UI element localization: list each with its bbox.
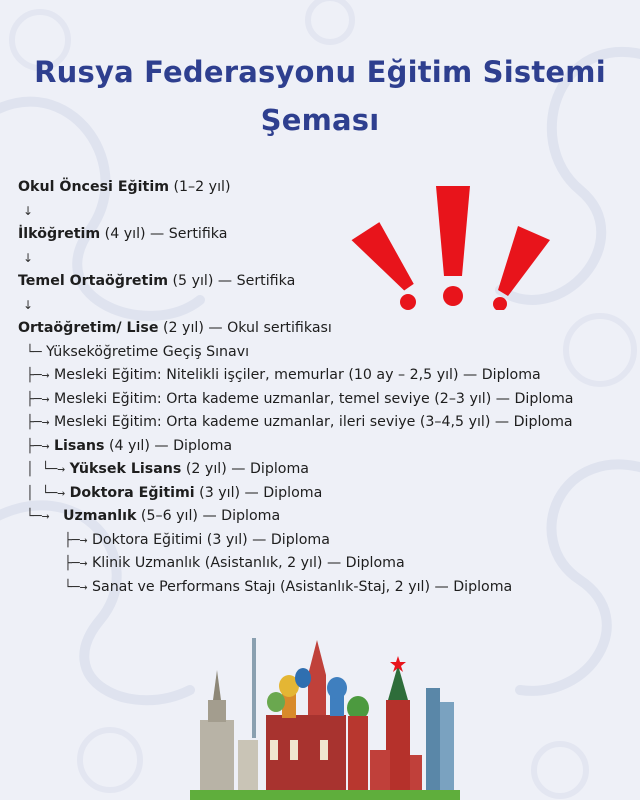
tree-connector: ├─→ (64, 556, 88, 571)
branch-vocational-1 (18, 364, 638, 388)
arrow-down-icon: ↓ (23, 297, 34, 312)
tree-connector: ├─→ (26, 368, 50, 383)
level-detail: (4 yıl) — Diploma (104, 437, 233, 454)
page-title (0, 48, 640, 144)
tree-connector: │ └─→ (26, 462, 66, 477)
level-detail: (4 yıl) — Sertifika (100, 226, 228, 242)
level-name: İlköğretim (18, 226, 101, 242)
branch-label: Sanat ve Performans Stajı (Asistanlık-Staj, 2 yıl) — Diploma (87, 578, 513, 595)
level-name: Yüksek Lisans (69, 461, 182, 477)
down-arrow (18, 200, 638, 224)
moscow-skyline-illustration (190, 630, 460, 800)
branch-doctorate (18, 482, 638, 506)
branch-label: Klinik Uzmanlık (Asistanlık, 2 yıl) — Diploma (87, 555, 405, 571)
branch-vocational-3 (18, 411, 638, 435)
tree-connector: └─ (26, 344, 42, 360)
specialty-clinical (18, 552, 638, 576)
exam-label: Yükseköğretime Geçiş Sınavı (41, 343, 250, 360)
level-preschool (18, 176, 638, 200)
education-tree (18, 176, 638, 599)
level-high-school (18, 317, 638, 341)
level-detail: (3 yıl) — Diploma (194, 484, 323, 501)
level-name: Okul Öncesi Eğitim (18, 179, 169, 195)
branch-label: Mesleki Eğitim: Orta kademe uzmanlar, temel seviye (2–3 yıl) — Diploma (49, 390, 574, 407)
title-line-1: Rusya Federasyonu Eğitim Sistemi (34, 55, 606, 89)
tree-connector: ├─→ (26, 438, 50, 454)
tree-connector: ├─→ (64, 532, 88, 548)
down-arrow (18, 247, 638, 271)
branch-master (18, 458, 638, 482)
level-name: Ortaöğretim/ Lise (18, 320, 159, 336)
arrow-down-icon: ↓ (23, 250, 34, 265)
title-line-2: Şeması (260, 103, 380, 137)
level-detail: (2 yıl) — Okul sertifikası (158, 320, 332, 336)
level-detail: (2 yıl) — Diploma (181, 461, 309, 477)
branch-label: Mesleki Eğitim: Orta kademe uzmanlar, ileri seviye (3–4,5 yıl) — Diploma (49, 414, 573, 430)
level-detail: (5 yıl) — Sertifika (168, 273, 296, 289)
tree-connector: ├─→ (26, 415, 50, 430)
specialty-doctorate (18, 529, 638, 553)
tree-connector: └─→ (26, 509, 50, 524)
branch-bachelor (18, 435, 638, 459)
level-name: Lisans (54, 437, 105, 454)
entrance-exam (18, 341, 638, 365)
level-primary (18, 223, 638, 247)
tree-connector: │ └─→ (26, 485, 66, 501)
specialty-arts (18, 576, 638, 600)
down-arrow (18, 294, 638, 318)
level-name: Doktora Eğitimi (69, 484, 195, 501)
branch-vocational-2 (18, 388, 638, 412)
level-name: Uzmanlık (63, 508, 137, 524)
branch-label: Doktora Eğitimi (3 yıl) — Diploma (87, 531, 330, 548)
level-basic-secondary (18, 270, 638, 294)
level-detail: (5–6 yıl) — Diploma (136, 508, 281, 524)
branch-label: Mesleki Eğitim: Nitelikli işçiler, memurlar (10 ay – 2,5 yıl) — Diploma (49, 367, 541, 383)
tree-connector: ├─→ (26, 391, 50, 407)
arrow-down-icon: ↓ (23, 203, 34, 218)
tree-connector: └─→ (64, 579, 88, 595)
branch-specialty (18, 505, 638, 529)
level-detail: (1–2 yıl) (168, 179, 231, 195)
level-name: Temel Ortaöğretim (18, 273, 168, 289)
